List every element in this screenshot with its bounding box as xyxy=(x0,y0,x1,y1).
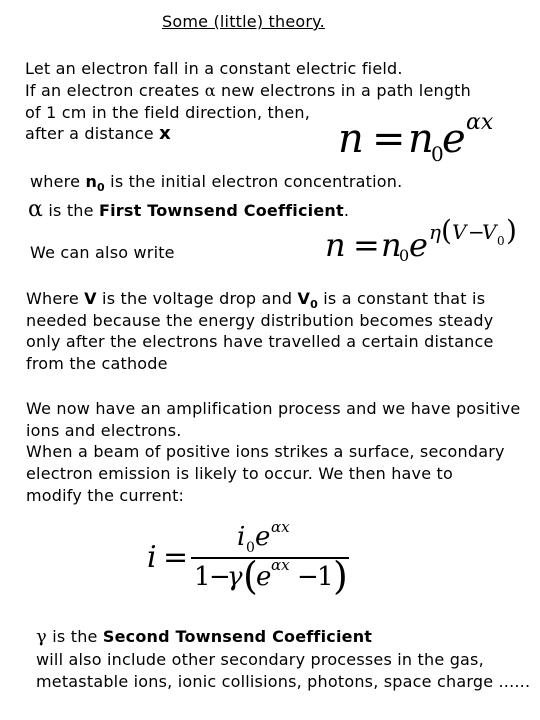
eq3-num-subscript: 0 xyxy=(246,540,255,556)
eq2-v0-subscript: 0 xyxy=(497,234,505,248)
n0-subscript: 0 xyxy=(97,181,105,194)
gamma-definition-text: is the xyxy=(46,627,103,646)
alpha-definition-text: is the xyxy=(43,201,99,220)
second-townsend-term: Second Townsend Coefficient xyxy=(102,627,373,646)
eq1-exponent: αx xyxy=(466,110,494,135)
v-par-text: Where xyxy=(26,289,85,308)
eq3-den-exponent: αx xyxy=(271,556,290,574)
eq3-den-e: e xyxy=(256,562,272,592)
v-paragraph-line-1 xyxy=(26,288,485,312)
where-text-end: is the initial electron concentration. xyxy=(104,172,403,191)
closing-line-1: will also include other secondary processes in the gas, xyxy=(36,650,484,669)
closing-line-2: metastable ions, ionic collisions, photons, space charge ...... xyxy=(36,672,531,691)
amp-paragraph-line-5: modify the current: xyxy=(26,486,185,505)
first-townsend-term: First Townsend Coefficient xyxy=(98,201,344,220)
eq2-v0: V xyxy=(482,220,497,244)
eq2-eta: η xyxy=(429,220,441,244)
alpha-definition xyxy=(28,199,349,222)
eq2-n0-subscript: 0 xyxy=(399,246,410,265)
eq1-e: e xyxy=(442,116,466,162)
eq2-n0: n xyxy=(381,226,402,264)
alpha-symbol-large: α xyxy=(28,197,44,222)
eq1-n: n xyxy=(338,116,364,162)
eq3-num-i: i xyxy=(237,522,246,552)
intro-line-3: of 1 cm in the field direction, then, xyxy=(25,103,311,122)
where-text: where xyxy=(30,172,86,191)
v0-subscript: 0 xyxy=(310,298,318,311)
fraction-bar xyxy=(191,557,349,559)
eq3-i: i xyxy=(147,540,157,575)
intro-line-4 xyxy=(25,123,171,145)
also-write-text: We can also write xyxy=(30,243,175,262)
intro-line-2 xyxy=(25,80,471,102)
intro-line-4-text: after a distance xyxy=(25,124,160,143)
eq2-close-paren: ) xyxy=(506,214,517,247)
eq1-n0-subscript: 0 xyxy=(431,142,444,166)
eq3-num-e: e xyxy=(255,522,271,552)
eq2-minus: − xyxy=(468,220,485,244)
alpha-definition-period: . xyxy=(343,201,350,220)
eq2-equals: = xyxy=(353,226,380,264)
v-par-text-mid: is the voltage drop and xyxy=(96,289,298,308)
page-title: Some (little) theory. xyxy=(162,12,325,31)
eq2-open-paren: ( xyxy=(441,214,452,247)
eq2-n: n xyxy=(325,226,346,264)
eq1-n0: n xyxy=(408,116,434,162)
equation-1 xyxy=(338,112,508,168)
eq1-equals: = xyxy=(372,116,406,162)
intro-line-1: Let an electron fall in a constant electric field. xyxy=(25,59,403,78)
v0-variable: V xyxy=(297,289,311,308)
amp-paragraph-line-3: When a beam of positive ions strikes a surface, secondary xyxy=(26,442,505,461)
eq3-den-one-b: 1 xyxy=(317,562,334,592)
amp-paragraph-line-2: ions and electrons. xyxy=(26,421,182,440)
v-par-text-end: is a constant that is xyxy=(317,289,486,308)
gamma-symbol: γ xyxy=(36,626,47,647)
eq3-den-one: 1 xyxy=(194,562,211,592)
gamma-definition xyxy=(36,626,372,648)
equation-3 xyxy=(145,520,355,600)
eq3-num-exponent: αx xyxy=(271,518,290,536)
x-variable: x xyxy=(159,123,171,144)
eq3-den-open-paren: ( xyxy=(243,554,258,598)
v-variable: V xyxy=(84,289,97,308)
eq3-den-minus: − xyxy=(209,562,231,592)
v-paragraph-line-3: only after the electrons have travelled a certain distance xyxy=(26,332,494,351)
amp-paragraph-line-4: electron emission is likely to occur. We then have to xyxy=(26,464,454,483)
equation-2 xyxy=(325,214,525,268)
eq3-den-minus-2: − xyxy=(297,562,319,592)
alpha-symbol: α xyxy=(204,81,216,100)
amp-paragraph-line-1: We now have an amplification process and we have positive xyxy=(26,399,521,418)
eq2-e: e xyxy=(409,226,428,264)
eq3-den-gamma: γ xyxy=(227,562,243,592)
n0-variable: n xyxy=(85,172,98,191)
eq3-den-close-paren: ) xyxy=(333,554,348,598)
intro-line-2-text: If an electron creates xyxy=(25,81,205,100)
v-paragraph-line-2: needed because the energy distribution becomes steady xyxy=(26,311,494,330)
eq3-equals: = xyxy=(163,540,189,575)
eq2-v: V xyxy=(452,220,467,244)
where-line xyxy=(30,171,402,195)
intro-line-2-text-end: new electrons in a path length xyxy=(215,81,471,100)
v-paragraph-line-4: from the cathode xyxy=(26,354,168,373)
